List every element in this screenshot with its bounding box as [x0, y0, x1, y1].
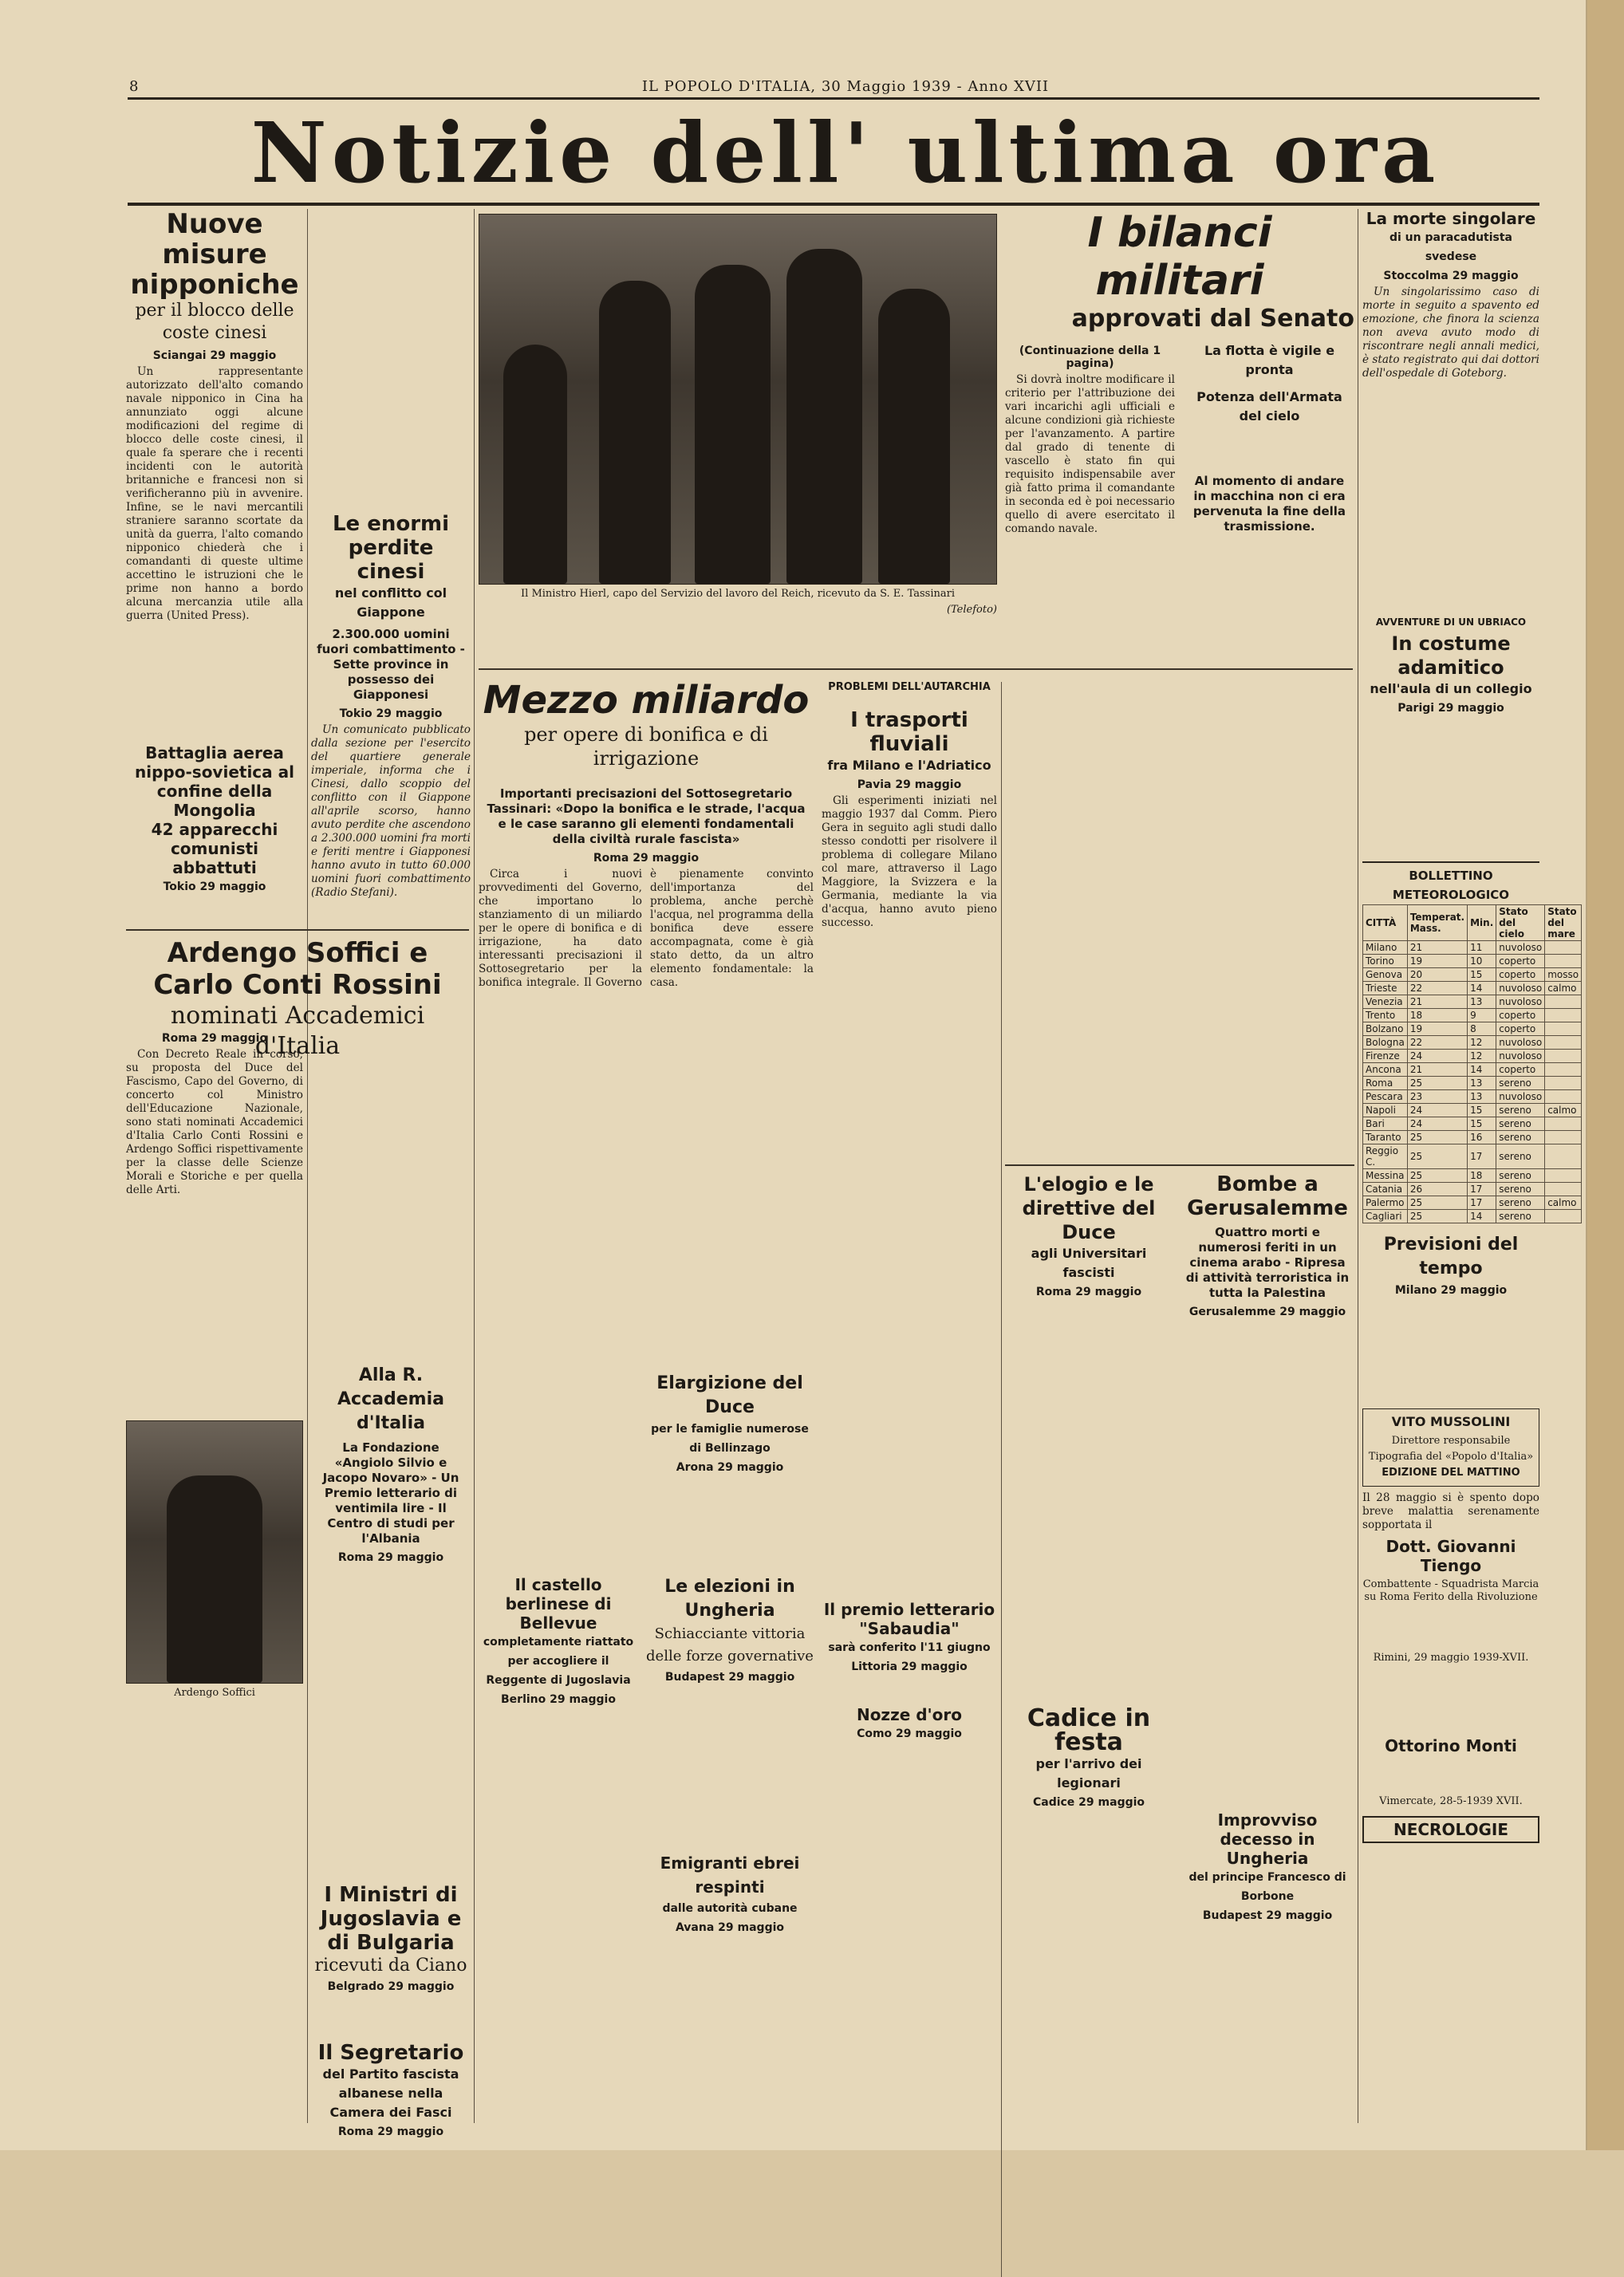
headline-emigranti: Emigranti ebrei respinti	[660, 1854, 800, 1897]
subhead-bonifica: per opere di bonifica e di irrigazione	[524, 723, 768, 770]
obit2-place: Vimercate, 28-5-1939 XVII.	[1379, 1795, 1523, 1807]
subhead-principe: del principe Francesco di Borbone	[1188, 1871, 1346, 1903]
meteo-cell: Firenze	[1363, 1050, 1408, 1063]
meteo-cell: coperto	[1496, 1009, 1545, 1022]
meteo-row	[1363, 1169, 1582, 1183]
article-body	[479, 868, 814, 991]
subhead-adriatico: fra Milano e l'Adriatico	[827, 758, 991, 773]
meteo-row	[1363, 1036, 1582, 1050]
dateline: Como 29 maggio	[857, 1727, 962, 1740]
headline-bilanci: I bilanci militari	[1087, 209, 1272, 305]
dateline: Belgrado 29 maggio	[327, 1980, 455, 1993]
article-text: Un rappresentante autorizzato dell'alto comando navale nipponico in Cina ha annunziato oggi alcune modificazioni del regime di blocco delle coste cinesi, il quale fa sperare che i recenti incidenti con le autorità britanniche e francesi non si verificheranno più in avvenire. Infine, se le navi mercantili straniere saranno scortate da unità da guerra, l'alto comando nipponico chiederà che i comandanti di queste ultime accettino le istruzioni che le prime non hanno a bordo alcuna mercanzia utile alla guerra (United Press).	[126, 365, 303, 622]
subhead-senato: approvati dal Senato	[1071, 305, 1354, 333]
meteo-cell: 14	[1468, 1063, 1496, 1077]
subhead-apparecchi: 42 apparecchi comunisti abbattuti	[151, 820, 278, 877]
obit2-name: Ottorino Monti	[1385, 1736, 1517, 1755]
article-body	[311, 723, 471, 900]
headline-elargizione: Elargizione del Duce	[656, 1373, 803, 1417]
meteo-cell: nuvoloso	[1496, 995, 1545, 1009]
meteo-row	[1363, 995, 1582, 1009]
folio-rule	[128, 97, 1539, 100]
masthead-rule	[128, 203, 1539, 206]
meteo-row	[1363, 955, 1582, 968]
meteo-row	[1363, 1022, 1582, 1036]
meteo-cell: Trieste	[1363, 982, 1408, 995]
headline-castello: Il castello berlinese di Bellevue	[505, 1575, 612, 1633]
dateline: Milano 29 maggio	[1394, 1284, 1508, 1297]
article-text: Un comunicato pubblicato dalla sezione per l'esercito del quartiere generale imperiale, informa che i Cinesi, dallo scoppio del conflitto con il Giappone all'aprile scorso, hanno avuto perdite che ascendono a 2.300.000 uomini fra morti e feriti mentre i Giapponesi hanno avuto in tutto 60.000 uomini fuori combattimento (Radio Stefani).	[311, 723, 471, 899]
dateline: Tokio 29 maggio	[163, 880, 266, 893]
meteo-row	[1363, 982, 1582, 995]
dateline: Berlino 29 maggio	[501, 1693, 616, 1706]
center-photo-block	[479, 214, 997, 617]
subhead-universitari: agli Universitari fascisti	[1031, 1246, 1147, 1280]
deck: Importanti precisazioni del Sottosegretario Tassinari: «Dopo la bonifica e le strade, l'acqua e le case saranno gli elementi fondamentali della civiltà rurale fascista»	[487, 786, 806, 846]
meteo-cell	[1545, 1144, 1582, 1169]
deck: 2.300.000 uomini fuori combattimento - Sette province in possesso dei Giapponesi	[317, 627, 465, 702]
printer: Tipografia del «Popolo d'Italia»	[1368, 1451, 1534, 1463]
meteo-cell: 25	[1407, 1131, 1467, 1144]
meteo-cell	[1545, 1117, 1582, 1131]
headline-elezioni: Le elezioni in Ungheria	[664, 1577, 795, 1621]
subhead-legionari: per l'arrivo dei legionari	[1035, 1756, 1142, 1790]
dateline: Roma 29 maggio	[337, 2125, 444, 2138]
borbone-story	[1181, 1810, 1354, 1925]
section-label-autarchia: PROBLEMI DELL'AUTARCHIA	[828, 681, 991, 693]
meteo-cell: 21	[1407, 941, 1467, 955]
section-rule	[126, 929, 469, 931]
headline-elogio: L'elogio e le direttive del Duce	[1022, 1173, 1156, 1243]
dateline: Gerusalemme 29 maggio	[1188, 1306, 1346, 1318]
meteo-cell: nuvoloso	[1496, 1050, 1545, 1063]
trasporti-story	[822, 678, 997, 1743]
meteo-row	[1363, 1050, 1582, 1063]
meteo-cell: Roma	[1363, 1077, 1408, 1090]
meteo-cell: Milano	[1363, 941, 1408, 955]
headline-nuove-misure: Nuove misure nipponiche	[130, 208, 299, 301]
meteo-cell: coperto	[1496, 955, 1545, 968]
meteo-row	[1363, 1117, 1582, 1131]
soffici-article	[126, 1029, 303, 1700]
article-body	[126, 365, 303, 732]
elogio-story	[1005, 1172, 1173, 1302]
meteo-cell: 8	[1468, 1022, 1496, 1036]
meteo-row	[1363, 968, 1582, 982]
subhead-conflitto: nel conflitto col Giappone	[334, 585, 447, 620]
meteo-cell	[1545, 1036, 1582, 1050]
headline-armata: Potenza dell'Armata del cielo	[1196, 389, 1342, 423]
meteo-cell: nuvoloso	[1496, 1090, 1545, 1104]
meteo-cell: sereno	[1496, 1210, 1545, 1223]
meteo-cell: 14	[1468, 1210, 1496, 1223]
meteo-cell: 19	[1407, 1022, 1467, 1036]
meteo-cell: nuvoloso	[1496, 1036, 1545, 1050]
obit-intro: Il 28 maggio si è spento dopo breve malattia serenamente sopportata il	[1362, 1491, 1539, 1531]
subhead-ciano: ricevuti da Ciano	[314, 1956, 467, 1976]
meteo-cell: 21	[1407, 1063, 1467, 1077]
meteo-cell: mosso	[1545, 968, 1582, 982]
subhead-collegio: nell'aula di un collegio	[1370, 681, 1532, 696]
headline-morte-singolare: La morte singolare	[1366, 209, 1536, 228]
meteo-cell: calmo	[1545, 982, 1582, 995]
meteo-row	[1363, 1077, 1582, 1090]
meteo-cell	[1545, 1169, 1582, 1183]
meteo-cell	[1545, 1077, 1582, 1090]
page-edge	[1587, 0, 1624, 2150]
closing-note: Al momento di andare in macchina non ci era pervenuta la fine della trasmissione.	[1192, 474, 1346, 534]
meteo-cell: 15	[1468, 1104, 1496, 1117]
meteo-cell: Catania	[1363, 1183, 1408, 1196]
meteo-cell: 24	[1407, 1050, 1467, 1063]
meteo-cell: Bari	[1363, 1117, 1408, 1131]
subhead-partito: del Partito fascista albanese nella Camera dei Fasci	[322, 2066, 459, 2120]
meteo-cell: Venezia	[1363, 995, 1408, 1009]
meteo-row	[1363, 1196, 1582, 1210]
meteo-cell: Torino	[1363, 955, 1408, 968]
subhead-giugno: sarà conferito l'11 giugno	[828, 1641, 991, 1654]
headline-decesso: Improvviso decesso in Ungheria	[1217, 1810, 1318, 1868]
meteo-cell	[1545, 1183, 1582, 1196]
meteo-cell: 11	[1468, 941, 1496, 955]
mezzo-miliardo	[479, 678, 814, 991]
column-rule	[474, 209, 475, 2123]
center-lower	[646, 1372, 814, 1477]
forecast-title: Previsioni del tempo	[1383, 1235, 1519, 1278]
meteo-cell	[1545, 995, 1582, 1009]
director-role: Direttore responsabile	[1391, 1435, 1511, 1447]
ungheria-story	[646, 1575, 814, 1937]
article-text: Un singolarissimo caso di morte in seguito a spavento ed emozione, che finora la scienza non aveva avuto modo di riscontrare negli annali medici, è stato registrato qui dai dottori dell'ospedale di Goteborg.	[1362, 286, 1539, 380]
subhead-reggente: completamente riattato per accogliere il Reggente di Jugoslavia	[483, 1636, 634, 1687]
masthead: Notizie dell' ultima ora	[250, 104, 1441, 202]
section-label-ubriaco: AVVENTURE DI UN UBRIACO	[1375, 617, 1527, 628]
headline-ministri: I Ministri di Jugoslavia e di Bulgaria	[320, 1883, 462, 1955]
continuation-label: (Continuazione della 1 pagina)	[1019, 345, 1161, 370]
dateline: Cadice 29 maggio	[1032, 1796, 1145, 1809]
meteo-cell: 15	[1468, 968, 1496, 982]
accademia-article	[311, 1029, 471, 2141]
meteo-cell: coperto	[1496, 968, 1545, 982]
meteo-cell: 24	[1407, 1104, 1467, 1117]
meteo-cell: 22	[1407, 1036, 1467, 1050]
meteo-cell: 10	[1468, 955, 1496, 968]
bilanci-story	[1005, 209, 1354, 542]
cadice-story	[1005, 1704, 1173, 1812]
obit-name: Dott. Giovanni Tiengo	[1386, 1537, 1516, 1575]
meteo-cell: coperto	[1496, 1063, 1545, 1077]
meteo-cell: 21	[1407, 995, 1467, 1009]
portrait-photo	[126, 1420, 303, 1684]
dateline: Roma 29 maggio	[161, 1032, 268, 1045]
article-text: Gli esperimenti iniziati nel maggio 1937 dal Comm. Piero Gera in seguito agli studi dallo stesso condotti per risolvere il problema di collegare Milano col mare, attraverso il Lago Maggiore, la Svizzera e la Germania, mediante la via d'acqua, hanno avuto pieno successo.	[822, 794, 997, 929]
meteo-cell: 25	[1407, 1144, 1467, 1169]
meteo-cell: calmo	[1545, 1104, 1582, 1117]
meteo-cell: Messina	[1363, 1169, 1408, 1183]
deck: Quattro morti e numerosi feriti in un cinema arabo - Ripresa di attività terroristica in tutta la Palestina	[1185, 1225, 1350, 1300]
necrologie-title: NECROLOGIE	[1362, 1816, 1539, 1843]
dateline: Roma 29 maggio	[337, 1551, 444, 1564]
dateline: Roma 29 maggio	[1035, 1286, 1142, 1298]
dateline: Tokio 29 maggio	[339, 707, 443, 720]
gerusalemme-story	[1181, 1172, 1354, 1322]
meteo-cell: Bologna	[1363, 1036, 1408, 1050]
meteo-cell: Reggio C.	[1363, 1144, 1408, 1169]
dateline: Budapest 29 maggio	[1202, 1909, 1333, 1922]
meteo-row	[1363, 1131, 1582, 1144]
subhead-accademici: nominati Accademici d'Italia	[170, 1002, 425, 1060]
article-body	[126, 1048, 303, 1197]
meteo-header-cell: Temperat. Mass.	[1407, 905, 1467, 941]
meteo-row	[1363, 1210, 1582, 1223]
bilanci-columns	[1005, 341, 1354, 542]
headline-mezzo-miliardo: Mezzo miliardo	[483, 678, 810, 723]
meteo-header-cell: Min.	[1468, 905, 1496, 941]
meteo-row	[1363, 1009, 1582, 1022]
article-body	[1362, 286, 1539, 605]
meteo-cell	[1545, 941, 1582, 955]
headline-cadice: Cadice in festa	[1027, 1704, 1151, 1756]
meteo-cell: 17	[1468, 1196, 1496, 1210]
meteo-cell: 18	[1468, 1169, 1496, 1183]
headline-soffici: Ardengo Soffici e Carlo Conti Rossini	[153, 937, 442, 1001]
photo-caption: Ardengo Soffici	[174, 1687, 255, 1699]
meteo-cell: sereno	[1496, 1144, 1545, 1169]
meteo-cell: 13	[1468, 1090, 1496, 1104]
meteo-cell: 18	[1407, 1009, 1467, 1022]
meteo-row	[1363, 1144, 1582, 1169]
meteo-cell	[1545, 955, 1582, 968]
meteo-header-cell: Stato del mare	[1545, 905, 1582, 941]
meteo-cell: 22	[1407, 982, 1467, 995]
headline-perdite-cinesi: Le enormi perdite cinesi	[332, 512, 450, 584]
photo-credit: (Telefoto)	[946, 604, 997, 616]
dateline: Littoria 29 maggio	[851, 1660, 968, 1673]
meteo-cell	[1545, 1022, 1582, 1036]
meteo-cell: sereno	[1496, 1196, 1545, 1210]
subhead-vittoria: Schiacciante vittoria delle forze governative	[646, 1625, 814, 1664]
obit-place: Rimini, 29 maggio 1939-XVII.	[1373, 1652, 1529, 1664]
meteo-cell: 9	[1468, 1009, 1496, 1022]
deck: La Fondazione «Angiolo Silvio e Jacopo Novaro» - Un Premio letterario di ventimila lire - Il Centro di studi per l'Albania	[322, 1440, 459, 1546]
column-rule	[307, 209, 308, 2123]
meteo-cell	[1545, 1009, 1582, 1022]
meteo-cell: Genova	[1363, 968, 1408, 982]
center-photo	[479, 214, 997, 585]
dateline: Stoccolma 29 maggio	[1383, 270, 1519, 282]
meteo-cell: 12	[1468, 1050, 1496, 1063]
meteo-cell: sereno	[1496, 1104, 1545, 1117]
meteo-row	[1363, 941, 1582, 955]
section-rule	[1005, 1164, 1354, 1166]
meteo-row	[1363, 1090, 1582, 1104]
photo-caption: Il Ministro Hierl, capo del Servizio del lavoro del Reich, ricevuto da S. E. Tassinari	[521, 588, 955, 600]
meteo-cell: 25	[1407, 1169, 1467, 1183]
headline-flotta: La flotta è vigile e pronta	[1204, 343, 1335, 377]
meteo-cell: 20	[1407, 968, 1467, 982]
meteo-cell: sereno	[1496, 1169, 1545, 1183]
meteo-cell: 14	[1468, 982, 1496, 995]
meteo-cell: Taranto	[1363, 1131, 1408, 1144]
meteo-cell	[1545, 1210, 1582, 1223]
meteo-cell: 25	[1407, 1077, 1467, 1090]
meteo-cell: 17	[1468, 1183, 1496, 1196]
meteo-cell: 24	[1407, 1117, 1467, 1131]
meteo-header-cell: Stato del cielo	[1496, 905, 1545, 941]
meteo-row	[1363, 1063, 1582, 1077]
headline-premio: Il premio letterario "Sabaudia"	[823, 1600, 995, 1638]
subhead-paracadutista: di un paracadutista svedese	[1389, 231, 1513, 263]
column-rule	[1001, 682, 1002, 2277]
meteo-cell	[1545, 1050, 1582, 1063]
meteo-cell: nuvoloso	[1496, 982, 1545, 995]
meteo-header-cell: CITTÀ	[1363, 905, 1408, 941]
meteo-cell: Cagliari	[1363, 1210, 1408, 1223]
imprint-box	[1362, 1408, 1539, 1487]
meteo-title: BOLLETTINO METEOROLOGICO	[1362, 861, 1539, 904]
dateline: Roma 29 maggio	[593, 852, 700, 865]
meteo-cell: 16	[1468, 1131, 1496, 1144]
far-right-column	[1362, 209, 1579, 2123]
headline-nozze: Nozze d'oro	[856, 1705, 963, 1724]
section-rule	[479, 668, 1353, 670]
obit-role: Combattente - Squadrista Marcia su Roma Ferito della Rivoluzione	[1362, 1578, 1539, 1603]
meteo-cell: 15	[1468, 1117, 1496, 1131]
page-number: 8	[129, 78, 140, 95]
meteo-cell: 12	[1468, 1036, 1496, 1050]
meteo-cell: coperto	[1496, 1022, 1545, 1036]
edition: EDIZIONE DEL MATTINO	[1382, 1467, 1520, 1479]
meteo-cell: 26	[1407, 1183, 1467, 1196]
headline-segretario: Il Segretario	[317, 2041, 464, 2065]
meteo-cell: sereno	[1496, 1183, 1545, 1196]
meteo-cell: Palermo	[1363, 1196, 1408, 1210]
dateline: Sciangai 29 maggio	[152, 349, 277, 362]
meteo-cell: 25	[1407, 1196, 1467, 1210]
article-body	[1005, 373, 1175, 536]
dateline: Arona 29 maggio	[676, 1461, 784, 1474]
article-text: Con Decreto Reale in corso, su proposta del Duce del Fascismo, Capo del Governo, di concerto col Ministro dell'Educazione Nazionale, sono stati nominati Accademici d'Italia Carlo Conti Rossini e Ardengo Soffici rispettivamente per la classe delle Scienze Morali e Storiche e per quella delle Arti.	[126, 1048, 303, 1196]
headline-trasporti: I trasporti fluviali	[850, 708, 968, 756]
meteo-cell: Bolzano	[1363, 1022, 1408, 1036]
meteo-cell: 25	[1407, 1210, 1467, 1223]
folio-line: IL POPOLO D'ITALIA, 30 Maggio 1939 - Anno XVII	[641, 78, 1050, 95]
subhead-blocco-coste: per il blocco delle coste cinesi	[135, 301, 294, 343]
meteo-cell: sereno	[1496, 1077, 1545, 1090]
meteo-cell	[1545, 1131, 1582, 1144]
dateline: Avana 29 maggio	[675, 1921, 785, 1934]
meteo-cell: Ancona	[1363, 1063, 1408, 1077]
headline-bombe: Bombe a Gerusalemme	[1187, 1172, 1348, 1220]
meteo-cell: 23	[1407, 1090, 1467, 1104]
article-text: Circa i nuovi provvedimenti del Governo, che importano lo stanziamento di un miliardo per le opere di bonifica e di irrigazione, ha dato interessanti precisazioni il Sottosegretario per la bonifica integrale. Il Governo è pienamente convinto dell'importanza del problema, anche perchè l'acqua, nel programma della bonifica deve essere accompagnata, come è già stato detto, da un altro elemento fondamentale: la casa.	[479, 868, 814, 989]
meteo-cell: calmo	[1545, 1196, 1582, 1210]
dateline: Pavia 29 maggio	[857, 778, 962, 791]
headline-battaglia-aerea: Battaglia aerea nippo-sovietica al confine della Mongolia	[135, 743, 294, 820]
meteo-row	[1363, 1183, 1582, 1196]
meteo-cell: Pescara	[1363, 1090, 1408, 1104]
meteo-cell: sereno	[1496, 1131, 1545, 1144]
article-text: Si dovrà inoltre modificare il criterio per l'attribuzione dei vari incarichi agli ufficiali e alcune condizioni già richieste per l'avanzamento. A partire dal grado di tenente di vascello è stato fin qui requisito indispensabile aver già fatto prima il comandante in seconda ed è poi necessario quello di avere esercitato il comando navale.	[1005, 373, 1175, 535]
meteo-cell	[1545, 1090, 1582, 1104]
meteo-cell: Trento	[1363, 1009, 1408, 1022]
meteo-cell: 19	[1407, 955, 1467, 968]
meteo-cell: Napoli	[1363, 1104, 1408, 1117]
article-body	[822, 794, 997, 930]
meteo-cell	[1545, 1063, 1582, 1077]
meteo-cell: sereno	[1496, 1117, 1545, 1131]
dateline: Budapest 29 maggio	[664, 1671, 795, 1684]
headline-costume: In costume adamitico	[1391, 632, 1511, 679]
meteo-cell: 17	[1468, 1144, 1496, 1169]
castello-story	[479, 1575, 638, 1709]
meteo-row	[1363, 1104, 1582, 1117]
meteo-cell: nuvoloso	[1496, 941, 1545, 955]
director-name: VITO MUSSOLINI	[1391, 1414, 1511, 1429]
meteo-cell: 13	[1468, 1077, 1496, 1090]
headline-accademia: Alla R. Accademia d'Italia	[337, 1365, 444, 1433]
meteo-cell: 13	[1468, 995, 1496, 1009]
dateline: Parigi 29 maggio	[1397, 702, 1504, 715]
subhead-cubane: dalle autorità cubane	[662, 1902, 798, 1915]
subhead-bellinzago: per le famiglie numerose di Bellinzago	[651, 1423, 809, 1455]
meteo-table	[1362, 904, 1582, 1223]
folio	[120, 77, 1539, 97]
